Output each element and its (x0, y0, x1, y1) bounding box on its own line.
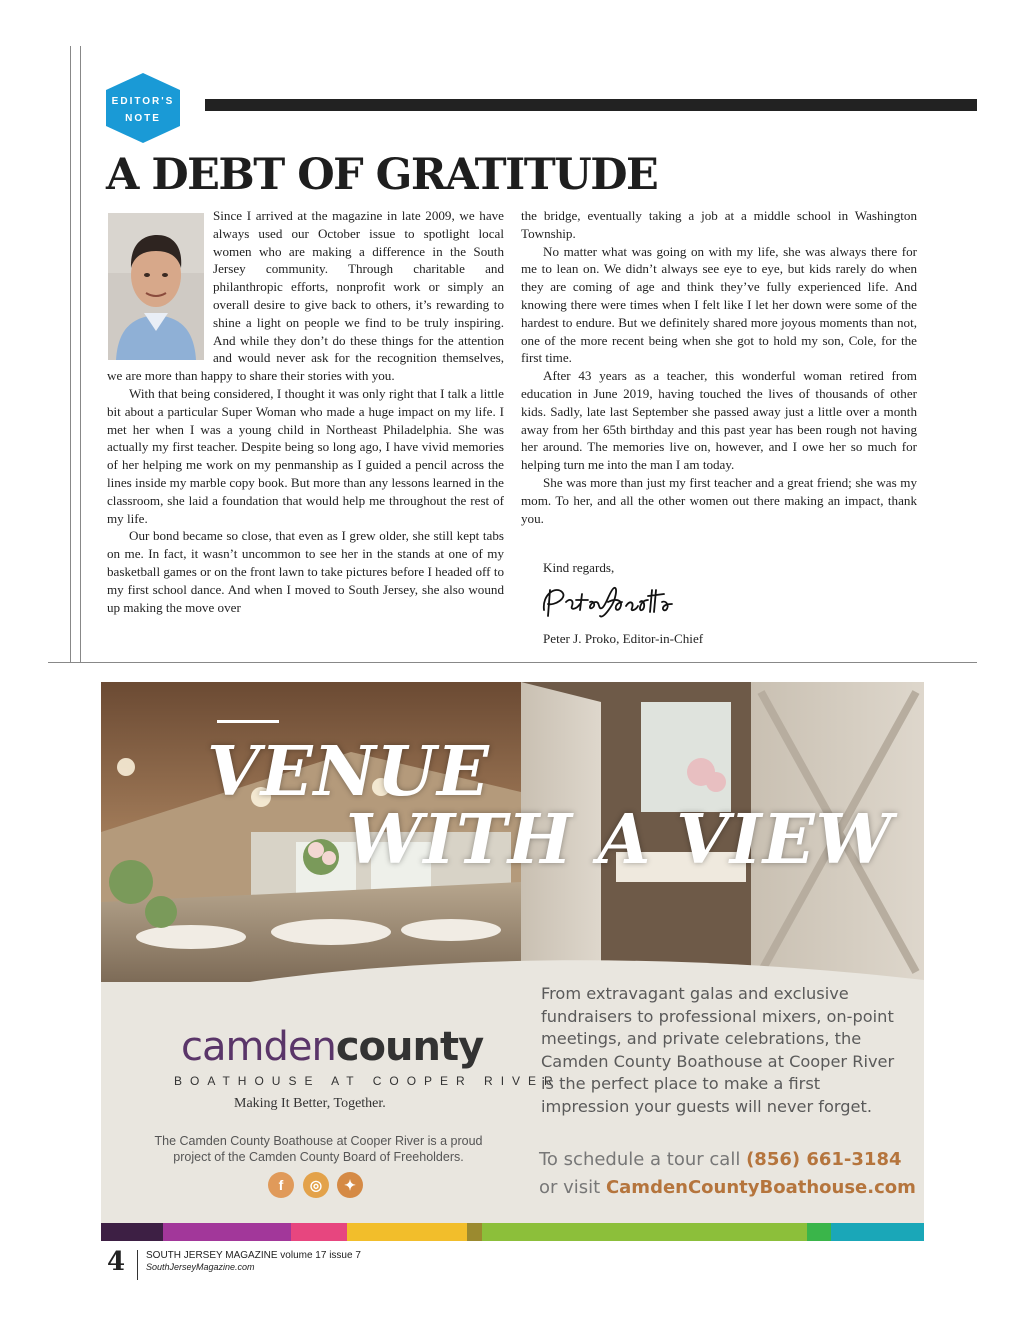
editors-note-badge (106, 73, 180, 143)
color-stripe (101, 1223, 924, 1241)
margin-rule (80, 46, 81, 662)
ad-title-line1: VENUE (207, 732, 490, 812)
facebook-icon[interactable]: f (268, 1172, 294, 1198)
page-number: 4 (107, 1247, 126, 1277)
ad-photo (101, 682, 924, 982)
stripe-segment (467, 1223, 482, 1241)
margin-rule (70, 46, 71, 662)
camden-county-logo (181, 1024, 483, 1070)
article-paragraph: the bridge, eventually taking a job at a middle school in Washington Township. (521, 208, 917, 241)
article-paragraph: She was more than just my first teacher and a great friend; she was my mom. To her, and all the other women out there making an impact, thank you. (521, 474, 917, 526)
logo-text-light: camden (181, 1024, 336, 1070)
ad-contact: To schedule a tour call (856) 661-3184 or visit CamdenCountyBoathouse.com (539, 1149, 916, 1198)
stripe-segment (831, 1223, 924, 1241)
article-paragraph: Since I arrived at the magazine in late 2009, we have always used our October issue to spotlight local women who are making a difference in the South Jersey community. Through charitable and philanthropic efforts, nonprofit work or simply an overall desire to give back to others, it’s rewarding to shine a light on people we find to be truly inspiring. And while they don’t do these things for the attention and would never ask for the recognition themselves, we are more than happy to share their stories with you. (107, 208, 504, 384)
signature (540, 580, 680, 627)
stripe-segment (101, 1223, 163, 1241)
section-divider (48, 662, 977, 663)
article-paragraph: After 43 years as a teacher, this wonderful woman retired from education in June 2019, having touched the lives of thousands of other kids. Sadly, late last September she passed away just a little over a month away from her 65th birthday and this past year has been rough not having her around. The memories live on, however, and I owe her so much for helping turn me into the man I am today. (521, 368, 917, 473)
ad-title-line2: WITH A VIEW (346, 800, 893, 880)
stripe-segment (163, 1223, 291, 1241)
signoff: Peter J. Proko, Editor-in-Chief (543, 631, 704, 646)
instagram-icon[interactable]: ◎ (303, 1172, 329, 1198)
page-title: A DEBT OF GRATITUDE (106, 150, 658, 200)
folio-publication: SOUTH JERSEY MAGAZINE volume 17 issue 7 (146, 1250, 361, 1261)
badge-line2: NOTE (125, 113, 161, 124)
ad-disclaimer: The Camden County Boathouse at Cooper River is a proud project of the Camden County Board of Freeholders. (154, 1134, 483, 1164)
twitter-icon[interactable]: ✦ (337, 1172, 363, 1198)
stripe-segment (291, 1223, 347, 1241)
logo-tagline: Making It Better, Together. (234, 1096, 386, 1111)
article-paragraph: Our bond became so close, that even as I grew older, she still kept tabs on me. In fact, it wasn’t uncommon to see her in the stands at one of my basketball games or on the front lawn to take pictures before I headed off to my first school dance. And when I moved to South Jersey, she also wound up making the move over (107, 528, 504, 615)
badge-line1: EDITOR'S (111, 96, 175, 107)
logo-subtitle: BOATHOUSE AT COOPER RIVER (174, 1074, 561, 1088)
ad-pitch: From extravagant galas and exclusive fundraisers to professional mixers, on-point meetings, and private celebrations, the Camden County Boathouse at Cooper River is the perfect place to make a first impression your guests will never forget. (541, 984, 895, 1116)
article-column-2 (521, 207, 917, 527)
logo-text-bold: county (335, 1024, 484, 1070)
article-paragraph: With that being considered, I thought it was only right that I talk a little bit about a particular Super Woman who made a huge impact on my life. I met her when I was a young child in Northeast Philadelphia. She was actually my first teacher. Despite being so long ago, I have vivid memories of her helping me work on my penmanship as I guided a pencil across the lines inside my marble copy book. But more than any lessons learned in the classroom, she laid a foundation that would help me throughout the rest of my life. (107, 385, 504, 526)
title-accent-line (217, 720, 279, 723)
article-paragraph: No matter what was going on with my life, she was always there for me to lean on. We didn’t always see eye to eye, but kids rarely do when they are coming of age and think they’ve fully experienced life. And knowing there were times when I felt like I let her down were some of the hardest to endure. But we definitely shared more joyous moments than not, one of the more recent being when she got to hold my son, Cole, for the first time. (521, 243, 917, 366)
folio-divider (137, 1250, 138, 1280)
stripe-segment (482, 1223, 807, 1241)
folio-website: SouthJerseyMagazine.com (146, 1262, 255, 1272)
header-rule (205, 99, 977, 111)
stripe-segment (347, 1223, 467, 1241)
phone-number[interactable]: (856) 661-3184 (746, 1149, 902, 1170)
stripe-segment (807, 1223, 831, 1241)
article-column-1 (107, 207, 504, 616)
venue-advertisement (101, 682, 924, 1241)
website-link[interactable]: CamdenCountyBoathouse.com (605, 1177, 916, 1198)
closing: Kind regards, (543, 560, 615, 575)
